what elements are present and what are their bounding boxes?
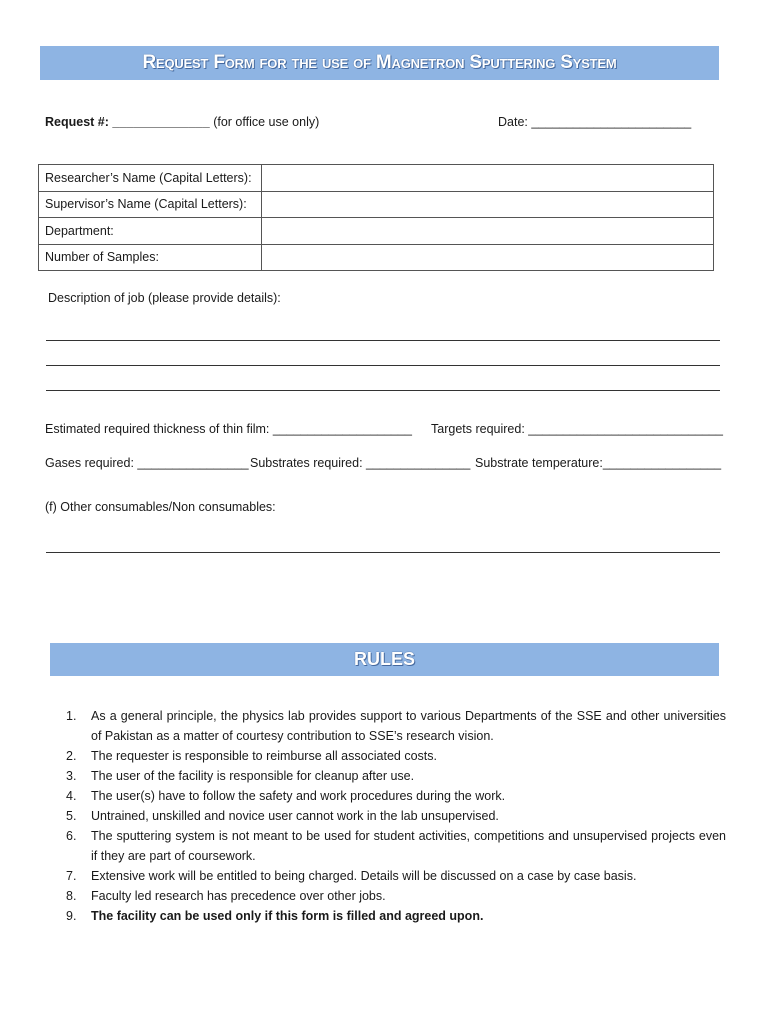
supervisor-name-input[interactable] bbox=[262, 191, 714, 218]
table-row bbox=[39, 165, 714, 192]
rules-list bbox=[62, 706, 726, 926]
consumables-label: (f) Other consumables/Non consumables: bbox=[45, 500, 276, 514]
list-item: 6. The sputtering system is not meant to be used for student activities, competitions and unsupervised projects even if they are part of coursework. bbox=[66, 829, 726, 863]
rules-heading: RULES bbox=[50, 643, 719, 676]
form-title: Request Form for the use of Magnetron Sputtering System bbox=[40, 46, 719, 80]
list-item: 2. The requester is responsible to reimburse all associated costs. bbox=[66, 749, 437, 763]
office-use-note: (for office use only) bbox=[213, 115, 320, 129]
list-item: 7. Extensive work will be entitled to being charged. Details will be discussed on a case by case basis. bbox=[66, 869, 637, 883]
supervisor-name-label: Supervisor’s Name (Capital Letters): bbox=[39, 191, 262, 218]
list-item: 9. The facility can be used only if this form is filled and agreed upon. bbox=[66, 909, 484, 923]
list-item: 8. Faculty led research has precedence over other jobs. bbox=[66, 889, 386, 903]
department-label: Department: bbox=[39, 218, 262, 245]
samples-input[interactable] bbox=[262, 244, 714, 271]
request-number-field[interactable]: Request #: ______________ bbox=[45, 115, 210, 129]
list-item: 1. As a general principle, the physics lab provides support to various Departments of the SSE and other universities of Pakistan as a matter of courtesy contribution to SSE’s research vision. bbox=[66, 709, 726, 743]
table-row bbox=[39, 218, 714, 245]
table-row bbox=[39, 244, 714, 271]
job-description-line-2[interactable] bbox=[46, 365, 720, 366]
list-item: 5. Untrained, unskilled and novice user cannot work in the lab unsupervised. bbox=[66, 809, 499, 823]
request-number-label bbox=[45, 115, 319, 129]
thickness-field[interactable]: Estimated required thickness of thin film: ____________________ bbox=[45, 422, 412, 436]
consumables-line[interactable] bbox=[46, 552, 720, 553]
job-description-label: Description of job (please provide details): bbox=[48, 291, 281, 305]
date-field[interactable]: Date: _______________________ bbox=[498, 115, 692, 129]
researcher-name-input[interactable] bbox=[262, 165, 714, 192]
department-input[interactable] bbox=[262, 218, 714, 245]
researcher-name-label: Researcher’s Name (Capital Letters): bbox=[39, 165, 262, 192]
substrate-temperature-field[interactable]: Substrate temperature:_________________ bbox=[475, 456, 722, 470]
targets-field[interactable]: Targets required: ____________________________ bbox=[431, 422, 723, 436]
gases-field[interactable]: Gases required: ________________ bbox=[45, 456, 249, 470]
researcher-info-table bbox=[38, 164, 714, 271]
substrates-field[interactable]: Substrates required: _______________ bbox=[250, 456, 471, 470]
job-description-line-1[interactable] bbox=[46, 340, 720, 341]
list-item: 4. The user(s) have to follow the safety and work procedures during the work. bbox=[66, 789, 506, 803]
samples-label: Number of Samples: bbox=[39, 244, 262, 271]
job-description-line-3[interactable] bbox=[46, 390, 720, 391]
table-row bbox=[39, 191, 714, 218]
list-item: 3. The user of the facility is responsible for cleanup after use. bbox=[66, 769, 415, 783]
